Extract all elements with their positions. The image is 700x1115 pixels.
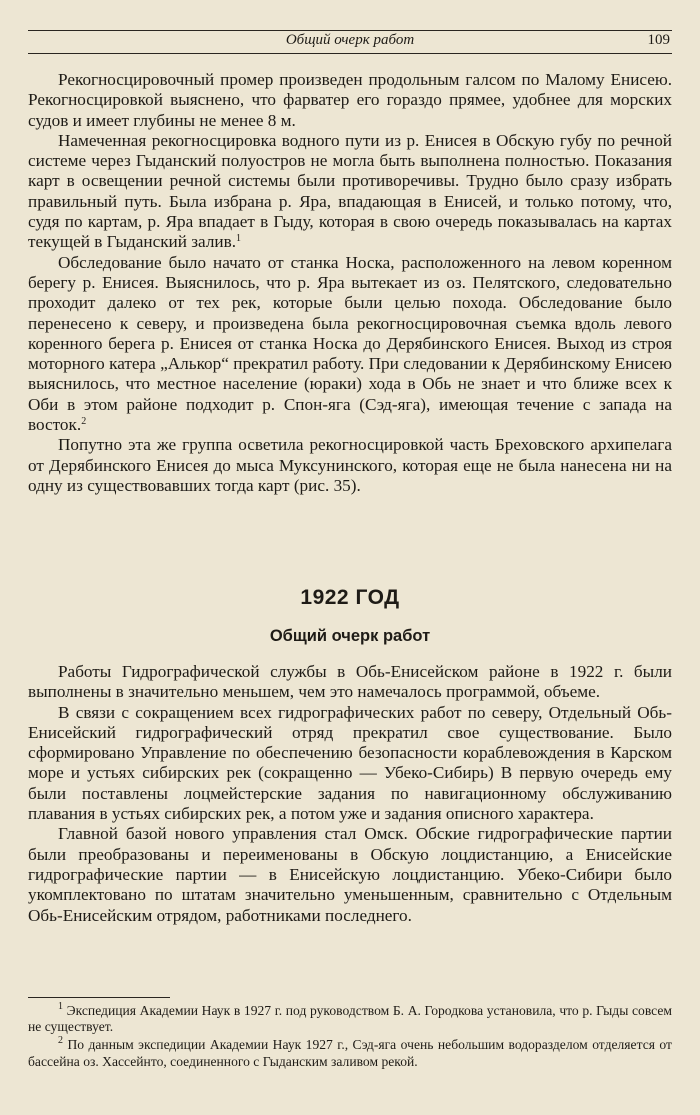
paragraph: Намеченная рекогносцировка водного пути из р. Енисея в Обскую губу по речной системе через Гыданский полуостров не могла быть выполнена полностью. Показания карт в освещении речной системы были противоречивы. Трудно было сразу избрать правильный путь. Была избрана р. Яра, впадающая в Енисей, и только потому, что, судя по картам, р. Яра впадает в Гыду, которая в свою очередь показывалась на картах текущей в Гыданский залив.$^1$ <box>28 130 672 252</box>
footnote-ref: 2 <box>81 416 87 428</box>
page-number: 109 <box>647 32 670 48</box>
footnote: $^1$ Экспедиция Академии Наук в 1927 г. под руководством Б. А. Городкова установила, что р. Гыды совсем не существует. <box>28 1001 672 1035</box>
footnote-separator <box>28 997 170 998</box>
footnote-mark: 1 <box>58 1001 63 1012</box>
paragraph: В связи с сокращением всех гидрографических работ по северу, Отдельный Обь-Енисейский гидрографический отряд прекратил свое существование. Было сформировано Управление по обеспечению безопасности кораблевождения в Карском море и устьях сибирских рек (сокращенно — Убеко-Сибирь) В первую очередь ему были поставлены лоцмейстерские задания по навигационному обслуживанию плавания в устьях сибирских рек, а потом уже и задания описного характера. <box>28 702 672 824</box>
footnote: $^2$ По данным экспедиции Академии Наук 1927 г., Сэд-яга очень небольшим водоразделом отделяется от бассейна оз. Хассейнто, соединенного с Гыданским заливом рекой. <box>28 1035 672 1069</box>
paragraph: Главной базой нового управления стал Омск. Обские гидрографические партии были преобразованы и переименованы в Обскую лоцдистанцию, а Енисейские гидрографические партии — в Енисейскую лоцдистанцию. Убеко-Сибири было укомплектовано по штатам значительно уменьшенным, сравнительно с Отдельным Обь-Енисейским отрядом, работниками последнего. <box>28 824 672 925</box>
running-header <box>28 30 672 54</box>
paragraph: Попутно эта же группа осветила рекогносцировкой часть Бреховского архипелага от Дерябинского Енисея до мыса Муксунинского, которая еще не была нанесена ни на одну из существовавших тогда карт (рис. 35). <box>28 435 672 495</box>
paragraph: Работы Гидрографической службы в Обь-Енисейском районе в 1922 г. были выполнены в значительно меньшем, чем это намечалось программой, объеме. <box>28 662 672 702</box>
footnote-ref: 1 <box>236 233 242 245</box>
year-heading: 1922 ГОД <box>300 586 400 609</box>
section-1922 <box>28 662 672 926</box>
running-title: Общий очерк работ <box>285 32 415 48</box>
paragraph: Обследование было начато от станка Носка, расположенного на левом коренном берегу р. Енисея. Выяснилось, что р. Яра вытекает из оз. Пелятского, следовательно проходит далеко от тех рек, которые были целью похода. Обследование было перенесено к северу, и произведена была рекогносцировочная съемка вдоль левого коренного берега р. Енисея от станка Носка до Дерябинского Енисея. Выход из строя моторного катера „Алькор“ прекратил работу. При следовании к Дерябинскому Енисею выяснилось, что местное население (юраки) хода в Обь не знает и что ближе всех к Оби в этом районе подходит р. Спон-яга (Сэд-яга), имеющая течение с запада на восток.$^2$ <box>28 252 672 435</box>
footnotes <box>28 1003 672 1072</box>
section-subtitle: Общий очерк работ <box>269 627 431 645</box>
paragraph: Рекогносцировочный промер произведен продольным галсом по Малому Енисею. Рекогносцировкой выяснено, что фарватер его гораздо прямее, удобнее для морских судов и имеет глубины не менее 8 м. <box>28 70 672 130</box>
footnote-mark: 2 <box>58 1035 63 1047</box>
section-1922-prior <box>28 70 672 496</box>
